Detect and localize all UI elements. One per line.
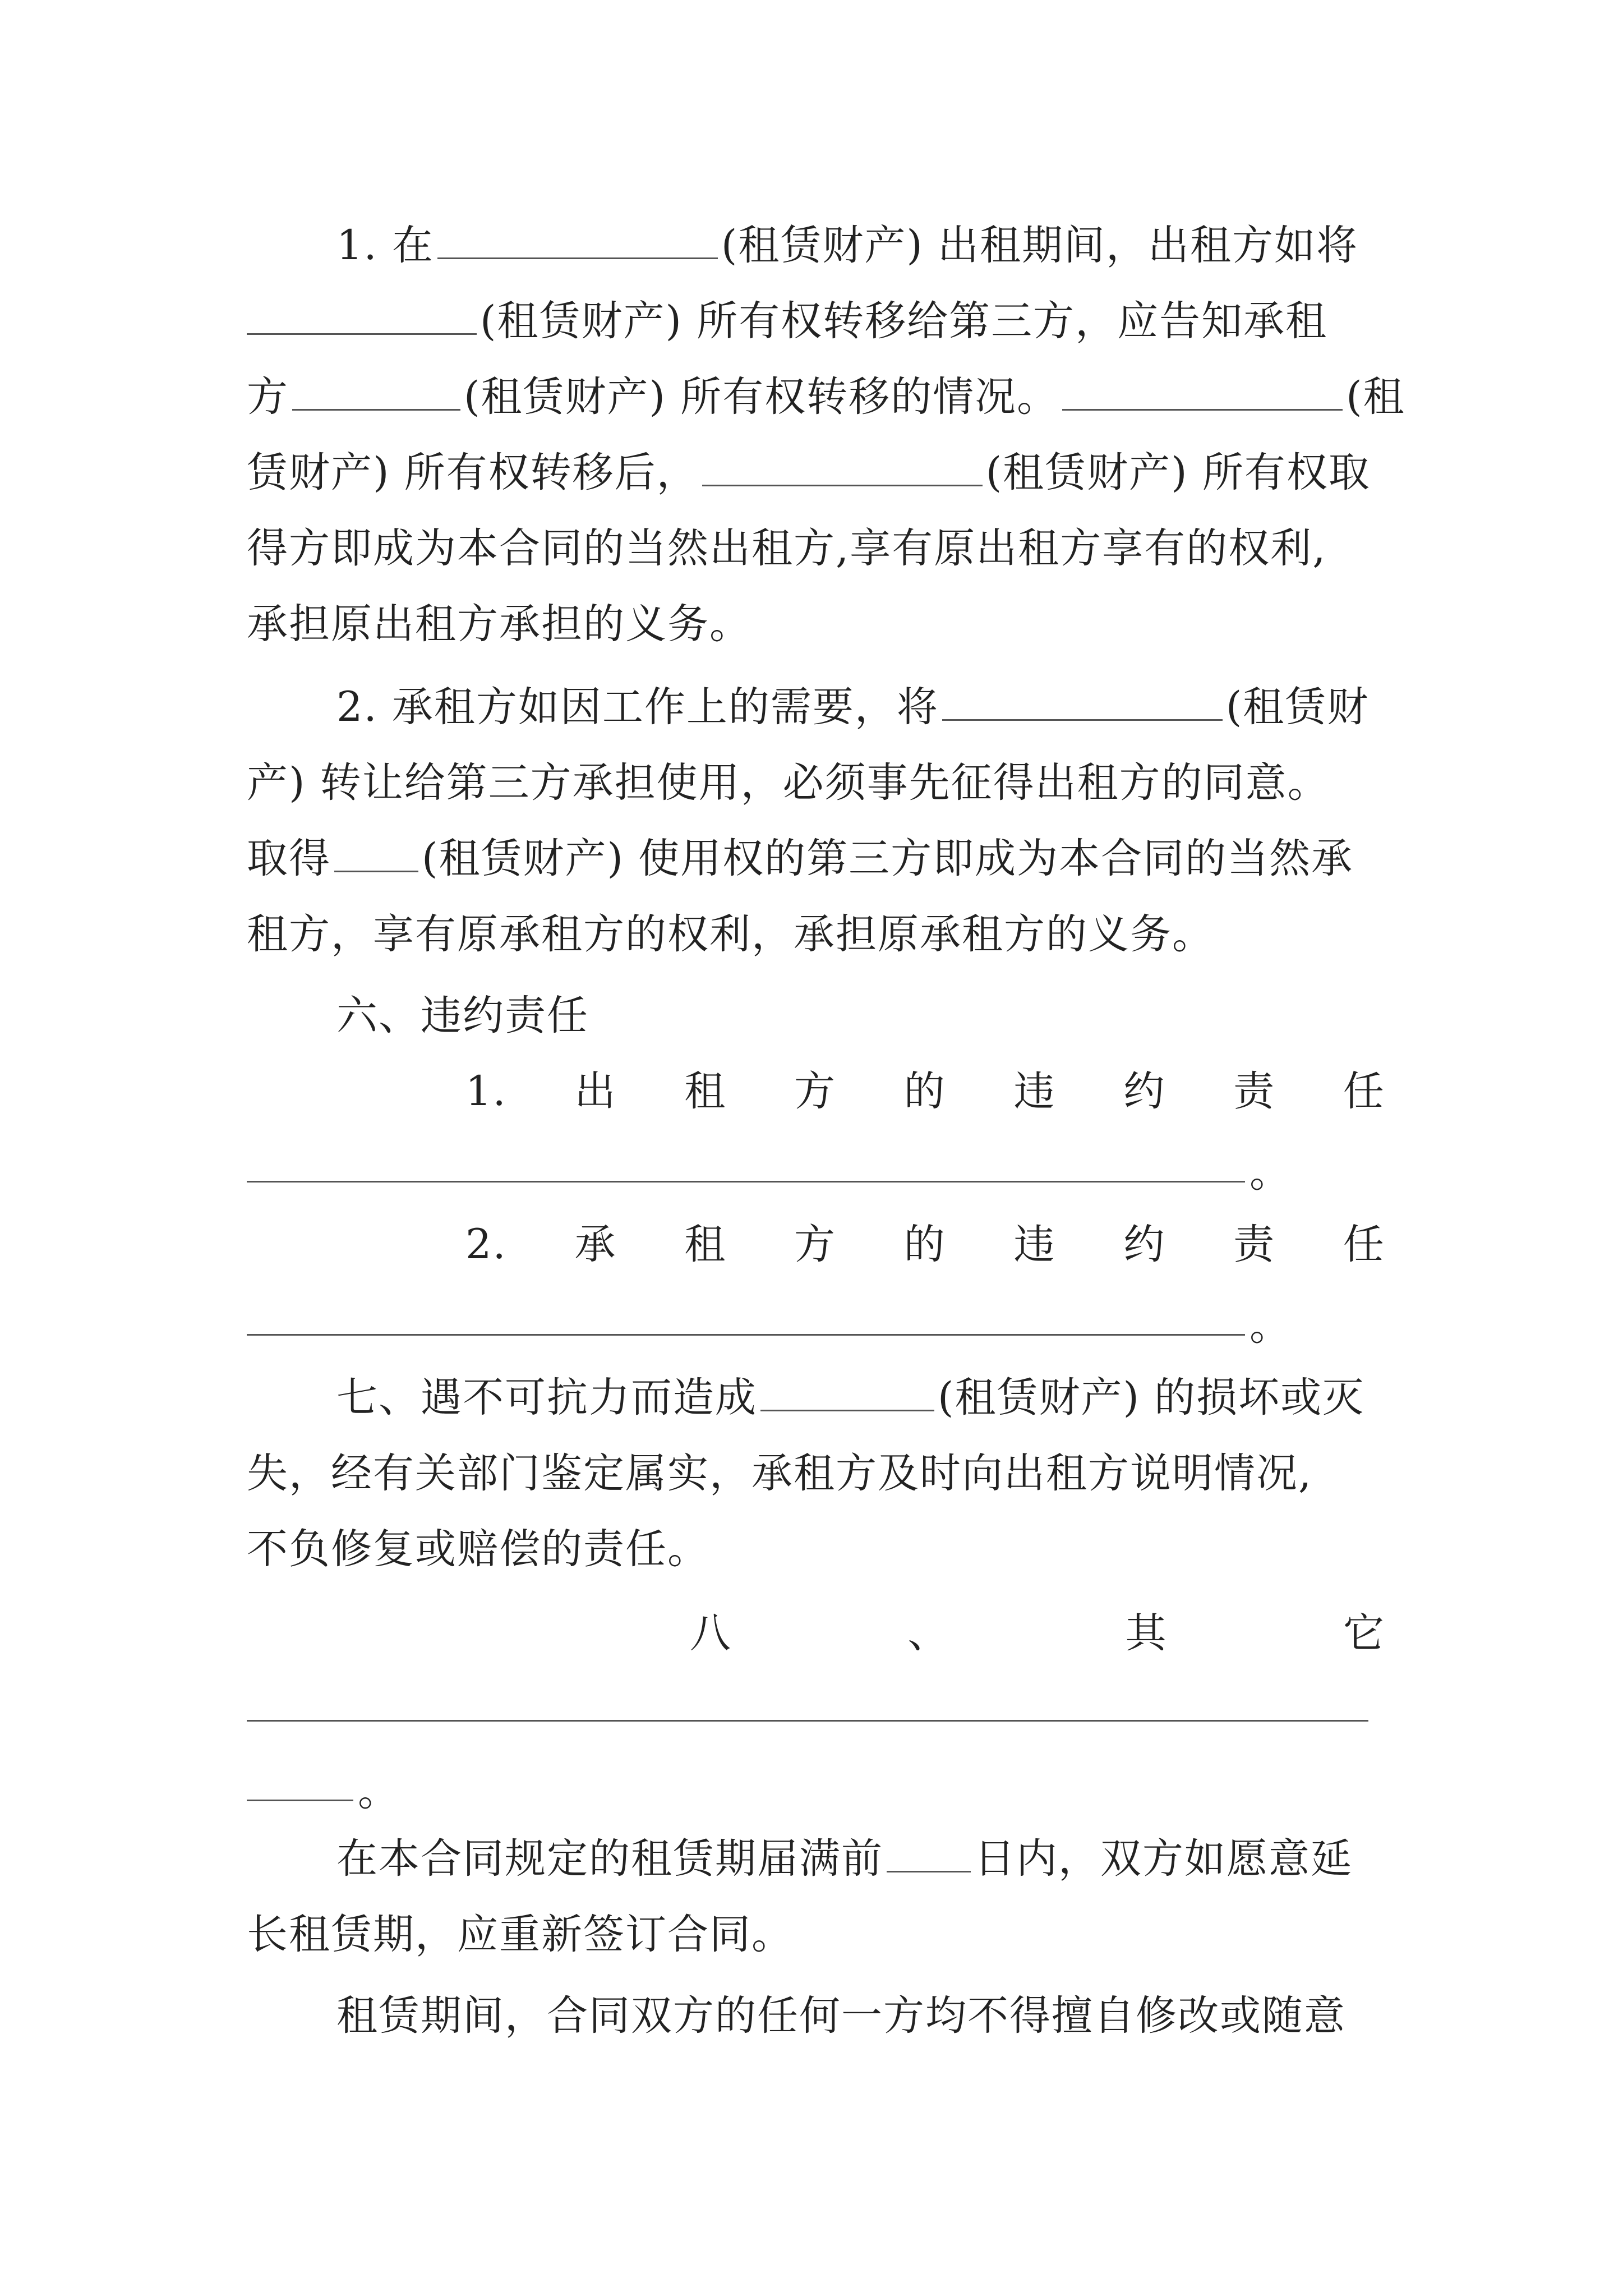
- section-heading: 六、违约责任: [336, 992, 589, 1039]
- blank-rule: [247, 1800, 353, 1801]
- item-char: 违: [1013, 1221, 1056, 1268]
- end-mark: 。: [1249, 1149, 1290, 1197]
- blank-field: [1062, 374, 1343, 411]
- clause-text: 失，经有关部门鉴定属实，承租方及时向出租方说明情况,: [247, 1450, 1313, 1497]
- blank-field: [292, 374, 460, 411]
- blank-field: [702, 450, 983, 486]
- item-char: 方: [794, 1221, 836, 1268]
- clause-text: (租赁财产) 出租期间，出租方如将: [721, 222, 1359, 269]
- clause-5-2-line-3: [247, 831, 1385, 887]
- blank-field: [760, 1375, 934, 1411]
- section-7-line-2: [247, 1446, 1385, 1502]
- clause-text: 2. 承租方如因工作上的需要，将: [336, 683, 939, 731]
- blank-rule: [247, 1181, 1245, 1182]
- item-char: 责: [1233, 1068, 1276, 1115]
- section-7-line-3: [247, 1521, 1385, 1577]
- item-char: 2.: [465, 1221, 507, 1268]
- heading-char: 八: [690, 1609, 732, 1657]
- blank-rule: [247, 1334, 1245, 1336]
- clause-text: (租赁财产) 的损坏或灭: [938, 1374, 1365, 1421]
- clause-5-1-line-4: [247, 445, 1385, 501]
- item-char: 任: [1343, 1068, 1385, 1115]
- item-char: 租: [684, 1068, 727, 1115]
- clause-text: (租赁财产) 所有权转移的情况。: [464, 373, 1059, 421]
- item-char: 租: [684, 1221, 727, 1268]
- section-8-heading: [690, 1605, 1385, 1662]
- section-6-item-2: [465, 1217, 1385, 1273]
- section-6-heading: [336, 988, 1385, 1044]
- clause-text: 赁财产) 所有权转移后，: [247, 449, 699, 496]
- clause-5-2-line-4: [247, 907, 1385, 963]
- item-char: 违: [1013, 1068, 1056, 1115]
- renewal-line-1: [336, 1831, 1385, 1887]
- heading-char: 、: [907, 1609, 950, 1657]
- clause-text: (租赁财产) 所有权转移给第三方，应告知承租: [480, 297, 1328, 345]
- blank-field: [942, 684, 1223, 721]
- clause-text: 在本合同规定的租赁期届满前: [336, 1835, 883, 1883]
- item-char: 责: [1233, 1221, 1276, 1268]
- clause-text: 得方即成为本合同的当然出租方,享有原出租方享有的权利,: [247, 524, 1327, 572]
- blank-rule: [247, 1720, 1368, 1722]
- clause-5-1-line-5: [247, 521, 1385, 577]
- clause-text: 方: [247, 373, 289, 421]
- clause-5-2-line-1: [336, 679, 1385, 735]
- clause-text: (租赁财: [1225, 683, 1370, 731]
- item-char: 任: [1343, 1221, 1385, 1268]
- clause-text: 日内，双方如愿意延: [974, 1835, 1353, 1883]
- clause-5-1-line-2: [247, 293, 1385, 349]
- item-char: 1.: [465, 1068, 507, 1115]
- heading-char: 它: [1343, 1609, 1385, 1657]
- clause-text: 租赁期间，合同双方的任何一方均不得擅自修改或随意: [336, 1992, 1346, 2040]
- clause-text: 不负修复或赔偿的责任。: [247, 1525, 709, 1573]
- item-char: 出: [574, 1068, 617, 1115]
- clause-text: 承担原出租方承担的义务。: [247, 600, 751, 648]
- heading-char: 其: [1125, 1609, 1168, 1657]
- section-6-item-1: [465, 1064, 1385, 1120]
- clause-text: 产) 转让给第三方承担使用，必须事先征得出租方的同意。: [247, 759, 1330, 807]
- clause-text: (租赁财产) 使用权的第三方即成为本合同的当然承: [422, 835, 1354, 882]
- clause-5-1-line-1: [336, 218, 1385, 274]
- clause-5-2-line-2: [247, 755, 1385, 811]
- clause-5-1-line-3: [247, 369, 1405, 425]
- item-char: 约: [1123, 1068, 1166, 1115]
- end-mark: 。: [1249, 1302, 1290, 1350]
- item-char: 的: [903, 1221, 946, 1268]
- clause-text: 取得: [247, 835, 331, 882]
- clause-text: 七、遇不可抗力而造成: [336, 1374, 757, 1421]
- clause-text: 长租赁期，应重新签订合同。: [247, 1911, 794, 1958]
- modification-line-1: [336, 1988, 1385, 2044]
- blank-field: [247, 298, 477, 335]
- section-7-line-1: [336, 1370, 1385, 1426]
- item-char: 方: [794, 1068, 836, 1115]
- blank-field: [887, 1836, 971, 1872]
- blank-field: [437, 223, 718, 259]
- blank-field: [334, 836, 418, 872]
- clause-text: 租方，享有原承租方的权利，承担原承租方的义务。: [247, 910, 1214, 958]
- clause-5-1-line-6: [247, 596, 1385, 652]
- end-mark: 。: [358, 1768, 399, 1815]
- renewal-line-2: [247, 1907, 1385, 1963]
- item-char: 约: [1123, 1221, 1166, 1268]
- item-char: 的: [903, 1068, 946, 1115]
- clause-text: (租: [1346, 373, 1405, 421]
- clause-text: 1. 在: [336, 222, 434, 269]
- item-char: 承: [574, 1221, 617, 1268]
- clause-text: (租赁财产) 所有权取: [985, 449, 1371, 496]
